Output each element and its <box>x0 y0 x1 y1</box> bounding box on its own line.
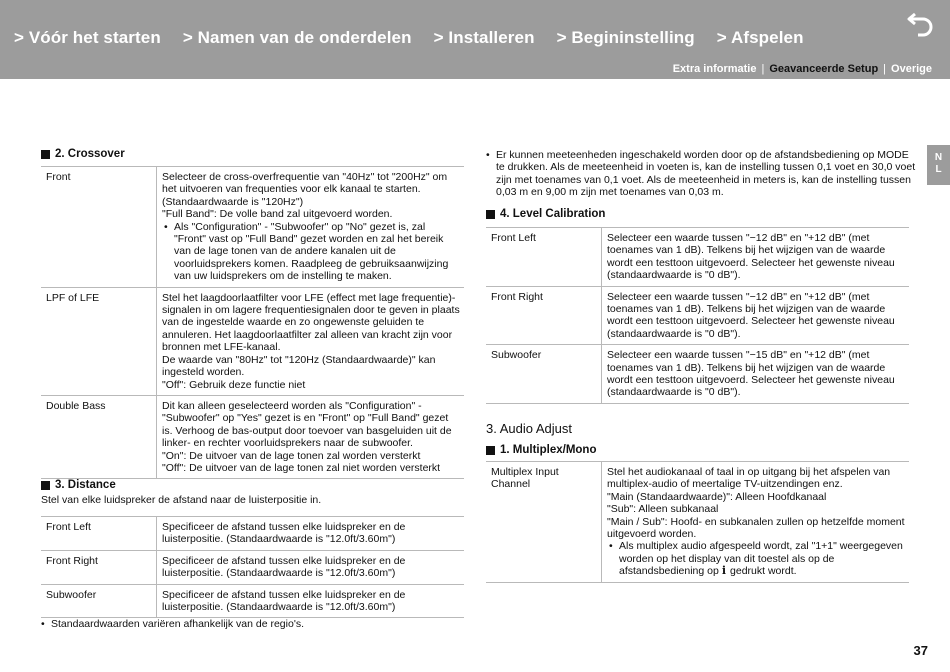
top-nav <box>14 28 804 48</box>
nav-item-afspelen[interactable]: > Afspelen <box>716 28 804 47</box>
nav-item-installeren[interactable]: > Installeren <box>433 28 535 47</box>
row-value: Selecteer een waarde tussen "−15 dB" en "+12 dB" (met toenames van 1 dB). Telkens bij het wijzigen van de waarde wordt een testtoon uitgevoerd. Selecteer het gewenste niveau (standaardwaarde is "0 dB"). <box>607 349 895 399</box>
level-table <box>486 227 909 404</box>
header-bar <box>0 0 950 79</box>
row-value: Specificeer de afstand tussen elke luidspreker en de luisterpositie. (Standaardwaarde is "12.0ft/3.60m") <box>162 554 406 580</box>
table-row <box>41 517 464 551</box>
table-row <box>41 395 464 478</box>
table-row <box>41 550 464 584</box>
row-value: Dit kan alleen geselecteerd worden als "Configuration" - "Subwoofer" op "Yes" gezet is en "Front" op "Full Band" gezet is. Verhoog de bas-output door toevoer van basgeluiden uit de linker- en rechter voorluidsprekers naar de subwoofer. "On": De uitvoer van de lage tonen zal worden versterkt "Off": De uitvoer van de lage tonen zal niet worden versterkt <box>162 399 452 474</box>
subnav-extra-informatie[interactable]: Extra informatie <box>672 63 757 75</box>
crossover-table <box>41 166 464 479</box>
table-row <box>486 228 909 287</box>
row-key: Double Bass <box>41 395 157 478</box>
multiplex-table <box>486 461 909 583</box>
nav-item-namen-onderdelen[interactable]: > Namen van de onderdelen <box>182 28 412 47</box>
sub-nav: Extra informatie | Geavanceerde Setup | Overige <box>672 63 932 75</box>
row-key: Front Right <box>486 286 602 345</box>
row-value: Stel het audiokanaal of taal in op uitgang bij het afspelen van multiplex-audio of meertalige TV-uitzendingen enz. "Main (Standaardwaarde)": Alleen Hoofdkanaal "Sub": Alleen subkanaal "Main / Sub": Hoofd- en subkanalen zullen op hetzelfde moment uitgevoerd worden. • Als multiplex audio afgespeeld wordt, zal "1+1" weergegeven worden op het display van dit toestel als op de afstandsbediening op i gedrukt wordt. <box>602 462 910 583</box>
square-bullet-icon <box>486 446 495 455</box>
row-value: Selecteer een waarde tussen "−12 dB" en "+12 dB" (met toenames van 1 dB). Telkens bij het wijzigen van de waarde wordt een testtoon uitgevoerd. Selecteer het gewenste niveau (standaardwaarde is "0 dB"). <box>607 290 895 340</box>
table-row <box>41 584 464 618</box>
row-value: Selecteer de cross-overfrequentie van "40Hz" tot "200Hz" om het uitvoeren van frequenties voor elk kanaal te starten. (Standaardwaarde is "120Hz") "Full Band": De volle band zal uitgevoerd worden. • Als "Configuration" - "Subwoofer" op "No" gezet is, zal "Front" vast op "Full Band" gezet worden en zal het bereik van de lage tonen van de andere kanalen uit de voorluidsprekers komen. Raadpleeg de gebruiksaanwijzing van uw luidsprekers om de instelling te maken. <box>157 167 465 288</box>
row-key: Subwoofer <box>486 345 602 404</box>
row-value: Specificeer de afstand tussen elke luidspreker en de luisterpositie. (Standaardwaarde is "12.0ft/3.60m") <box>162 588 406 614</box>
language-tab: N L <box>927 145 950 185</box>
square-bullet-icon <box>41 481 50 490</box>
measure-unit-note: • Er kunnen meeteenheden ingeschakeld worden door op de afstandsbediening op MODE te drukken. Als de meeteenheid in voeten is, kan de instelling tussen 0,1 voet en 30,0 voet zijn met toenames van 0,1 voet. Als de meeteenheid in meters is, kan de instelling tussen 0,03 m en 9,00 m zijn met toenames van 0,03 m. <box>484 149 920 199</box>
row-key: Front Left <box>486 228 602 287</box>
distance-table <box>41 516 464 618</box>
nav-item-begininstelling[interactable]: > Begininstelling <box>556 28 695 47</box>
row-key: LPF of LFE <box>41 287 157 395</box>
square-bullet-icon <box>41 150 50 159</box>
distance-note: • Standaardwaarden variëren afhankelijk van de regio's. <box>39 618 304 630</box>
nav-item-voor-het-starten[interactable]: > Vóór het starten <box>14 28 161 47</box>
square-bullet-icon <box>486 210 495 219</box>
row-key: Multiplex Input Channel <box>486 462 602 583</box>
subnav-overige[interactable]: Overige <box>891 63 932 75</box>
page-number: 37 <box>913 643 928 658</box>
back-arrow-icon[interactable] <box>906 8 936 38</box>
row-value: Specificeer de afstand tussen elke luidspreker en de luisterpositie. (Standaardwaarde is "12.0ft/3.60m") <box>162 521 406 546</box>
row-value: Selecteer een waarde tussen "−12 dB" en "+12 dB" (met toenames van 1 dB). Telkens bij het wijzigen van de waarde wordt een testtoon uitgevoerd. Selecteer het gewenste niveau (standaardwaarde is "0 dB"). <box>607 232 895 282</box>
table-row <box>41 287 464 395</box>
row-key: Front Left <box>41 517 157 551</box>
table-row <box>486 462 909 583</box>
info-icon: i <box>721 564 727 578</box>
crossover-heading: 2. Crossover <box>41 148 125 160</box>
level-heading: 4. Level Calibration <box>486 208 605 220</box>
table-row <box>486 286 909 345</box>
row-key: Subwoofer <box>41 584 157 618</box>
row-key: Front Right <box>41 550 157 584</box>
audio-adjust-heading: 3. Audio Adjust <box>486 421 573 436</box>
table-row <box>41 167 464 288</box>
distance-heading: 3. Distance <box>41 479 116 491</box>
subnav-geavanceerde-setup[interactable]: Geavanceerde Setup <box>769 63 879 75</box>
distance-intro: Stel van elke luidspreker de afstand naar de luisterpositie in. <box>41 494 322 506</box>
row-value: Stel het laagdoorlaatfilter voor LFE (effect met lage frequentie)-signalen in om lagere frequentiesignalen door te geven in plaats van de ingestelde waarde en zo ongewenste geluiden te annuleren. Het laagdoorlaatfilter zal alleen van kracht zijn voor bronnen met LFE-kanaal. De waarde van "80Hz" tot "120Hz (Standaardwaarde)" kan ingesteld worden. "Off": Gebruik deze functie niet <box>162 291 460 391</box>
row-key: Front <box>41 167 157 288</box>
table-row <box>486 345 909 404</box>
multiplex-heading: 1. Multiplex/Mono <box>486 444 596 456</box>
